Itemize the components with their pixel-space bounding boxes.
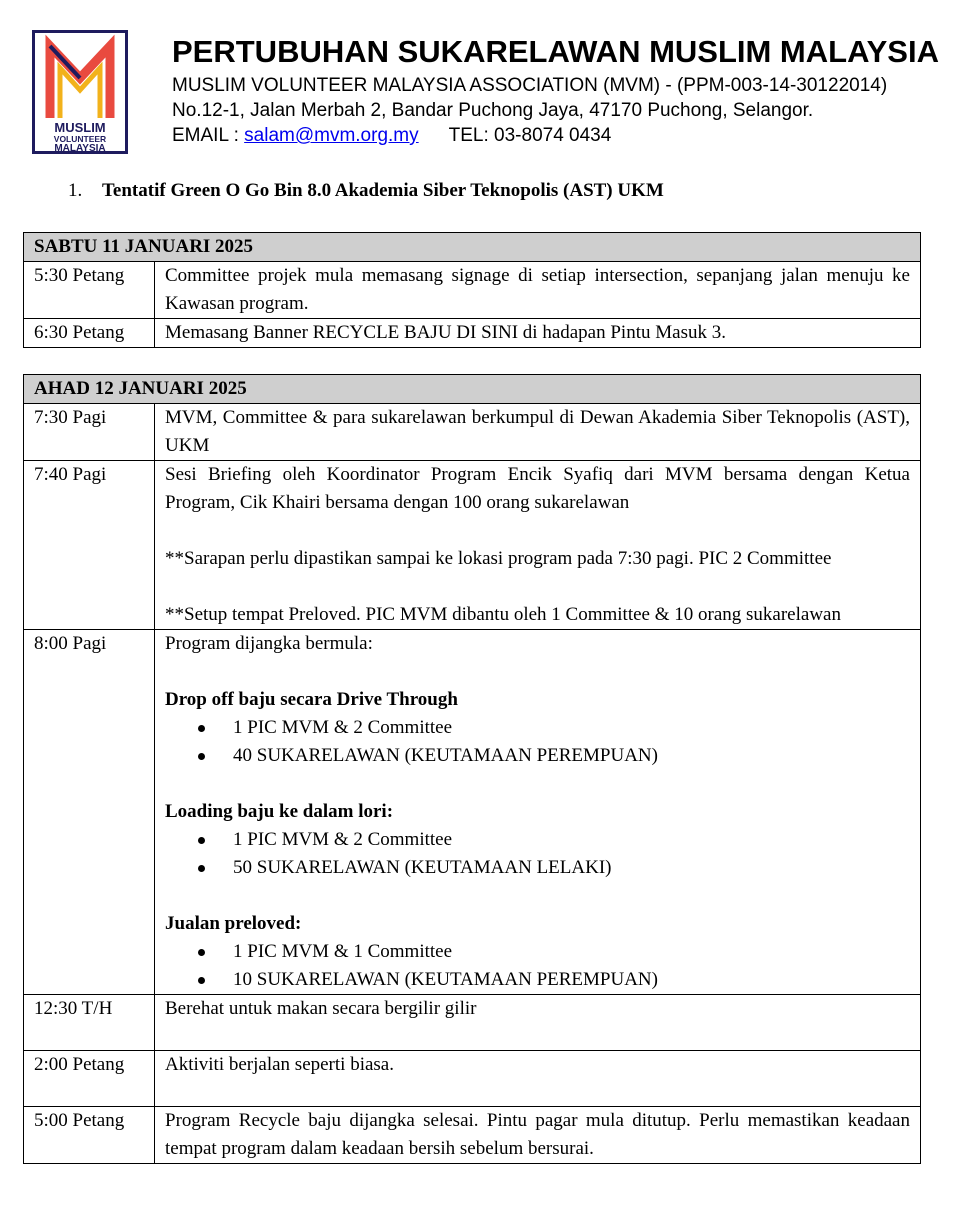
org-address: No.12-1, Jalan Merbah 2, Bandar Puchong Jaya, 47170 Puchong, Selangor. bbox=[172, 100, 814, 121]
table-row bbox=[24, 1107, 921, 1164]
day-title: AHAD 12 JANUARI 2025 bbox=[24, 375, 921, 404]
list-item-text: 10 SUKARELAWAN (KEUTAMAAN PEREMPUAN) bbox=[233, 969, 658, 990]
time-cell: 5:00 Petang bbox=[24, 1107, 155, 1164]
time-cell: 7:40 Pagi bbox=[24, 461, 155, 630]
list-item bbox=[165, 742, 910, 770]
activity-cell: Committee projek mula memasang signage di setiap intersection, sepanjang jalan menuju ke Kawasan program. bbox=[155, 262, 921, 319]
mvm-logo bbox=[32, 30, 128, 154]
table-row bbox=[24, 404, 921, 461]
spacer bbox=[165, 573, 910, 601]
list-item bbox=[165, 714, 910, 742]
schedule-table-ahad bbox=[23, 374, 921, 1164]
time-cell: 8:00 Pagi bbox=[24, 630, 155, 995]
time-cell: 6:30 Petang bbox=[24, 319, 155, 348]
logo-text-line1: MUSLIM bbox=[54, 120, 106, 135]
group-title: Jualan preloved: bbox=[165, 913, 302, 934]
bullet-list bbox=[165, 826, 910, 882]
org-subtitle: MUSLIM VOLUNTEER MALAYSIA ASSOCIATION (MVM) - (PPM-003-14-30122014) bbox=[172, 75, 888, 96]
list-item bbox=[165, 826, 910, 854]
activity-cell: Program Recycle baju dijangka selesai. Pintu pagar mula ditutup. Perlu memastikan keadaan tempat program dalam keadaan bersih sebelum bersurai. bbox=[155, 1107, 921, 1164]
org-name: PERTUBUHAN SUKARELAWAN MUSLIM MALAYSIA bbox=[172, 34, 939, 69]
list-item bbox=[165, 854, 910, 882]
list-item bbox=[165, 966, 910, 994]
list-item bbox=[165, 938, 910, 966]
email-link[interactable]: salam@mvm.org.my bbox=[244, 125, 419, 146]
section-heading bbox=[68, 179, 664, 203]
section-title: Tentatif Green O Go Bin 8.0 Akademia Siber Teknopolis (AST) UKM bbox=[102, 180, 664, 201]
time-cell: 7:30 Pagi bbox=[24, 404, 155, 461]
activity-cell bbox=[155, 461, 921, 630]
spacer bbox=[165, 770, 910, 798]
table-row bbox=[24, 461, 921, 630]
tel-text: TEL: 03-8074 0434 bbox=[448, 125, 612, 146]
email-label: EMAIL : bbox=[172, 125, 245, 146]
bullet-icon bbox=[198, 753, 205, 760]
list-item-text: 1 PIC MVM & 1 Committee bbox=[233, 941, 453, 962]
bullet-icon bbox=[198, 949, 205, 956]
activity-cell bbox=[155, 630, 921, 995]
day-header-row bbox=[24, 375, 921, 404]
bullet-list bbox=[165, 714, 910, 770]
section-number: 1. bbox=[68, 180, 83, 201]
table-row bbox=[24, 1051, 921, 1107]
table-row bbox=[24, 319, 921, 348]
bullet-icon bbox=[198, 977, 205, 984]
bullet-list bbox=[165, 938, 910, 994]
logo-text-line3: MALAYSIA bbox=[54, 143, 106, 154]
logo-text-line2: VOLUNTEER bbox=[53, 134, 107, 144]
time-cell: 2:00 Petang bbox=[24, 1051, 155, 1107]
schedule-table-sabtu bbox=[23, 232, 921, 348]
bullet-icon bbox=[198, 725, 205, 732]
list-item-text: 1 PIC MVM & 2 Committee bbox=[233, 717, 453, 738]
table-row bbox=[24, 995, 921, 1051]
table-row bbox=[24, 262, 921, 319]
org-contact bbox=[172, 124, 611, 148]
time-cell: 12:30 T/H bbox=[24, 995, 155, 1051]
day-title: SABTU 11 JANUARI 2025 bbox=[24, 233, 921, 262]
activity-cell: MVM, Committee & para sukarelawan berkumpul di Dewan Akademia Siber Teknopolis (AST), UKM bbox=[155, 404, 921, 461]
activity-text: Sesi Briefing oleh Koordinator Program Encik Syafiq dari MVM bersama dengan Ketua Program, Cik Khairi bersama dengan 100 orang sukarelawan bbox=[165, 464, 910, 513]
bullet-icon bbox=[198, 865, 205, 872]
list-item-text: 40 SUKARELAWAN (KEUTAMAAN PEREMPUAN) bbox=[233, 745, 658, 766]
list-item-text: 50 SUKARELAWAN (KEUTAMAAN LELAKI) bbox=[233, 857, 612, 878]
activity-note: **Setup tempat Preloved. PIC MVM dibantu oleh 1 Committee & 10 orang sukarelawan bbox=[165, 604, 841, 625]
activity-text: Program dijangka bermula: bbox=[165, 633, 373, 654]
activity-note: **Sarapan perlu dipastikan sampai ke lokasi program pada 7:30 pagi. PIC 2 Committee bbox=[165, 548, 832, 569]
group-title: Drop off baju secara Drive Through bbox=[165, 689, 458, 710]
table-row bbox=[24, 630, 921, 995]
activity-cell: Aktiviti berjalan seperti biasa. bbox=[155, 1051, 921, 1107]
spacer bbox=[165, 517, 910, 545]
spacer bbox=[165, 882, 910, 910]
day-header-row bbox=[24, 233, 921, 262]
spacer bbox=[165, 658, 910, 686]
activity-cell: Memasang Banner RECYCLE BAJU DI SINI di hadapan Pintu Masuk 3. bbox=[155, 319, 921, 348]
list-item-text: 1 PIC MVM & 2 Committee bbox=[233, 829, 453, 850]
time-cell: 5:30 Petang bbox=[24, 262, 155, 319]
activity-cell: Berehat untuk makan secara bergilir gilir bbox=[155, 995, 921, 1051]
group-title: Loading baju ke dalam lori: bbox=[165, 801, 394, 822]
bullet-icon bbox=[198, 837, 205, 844]
